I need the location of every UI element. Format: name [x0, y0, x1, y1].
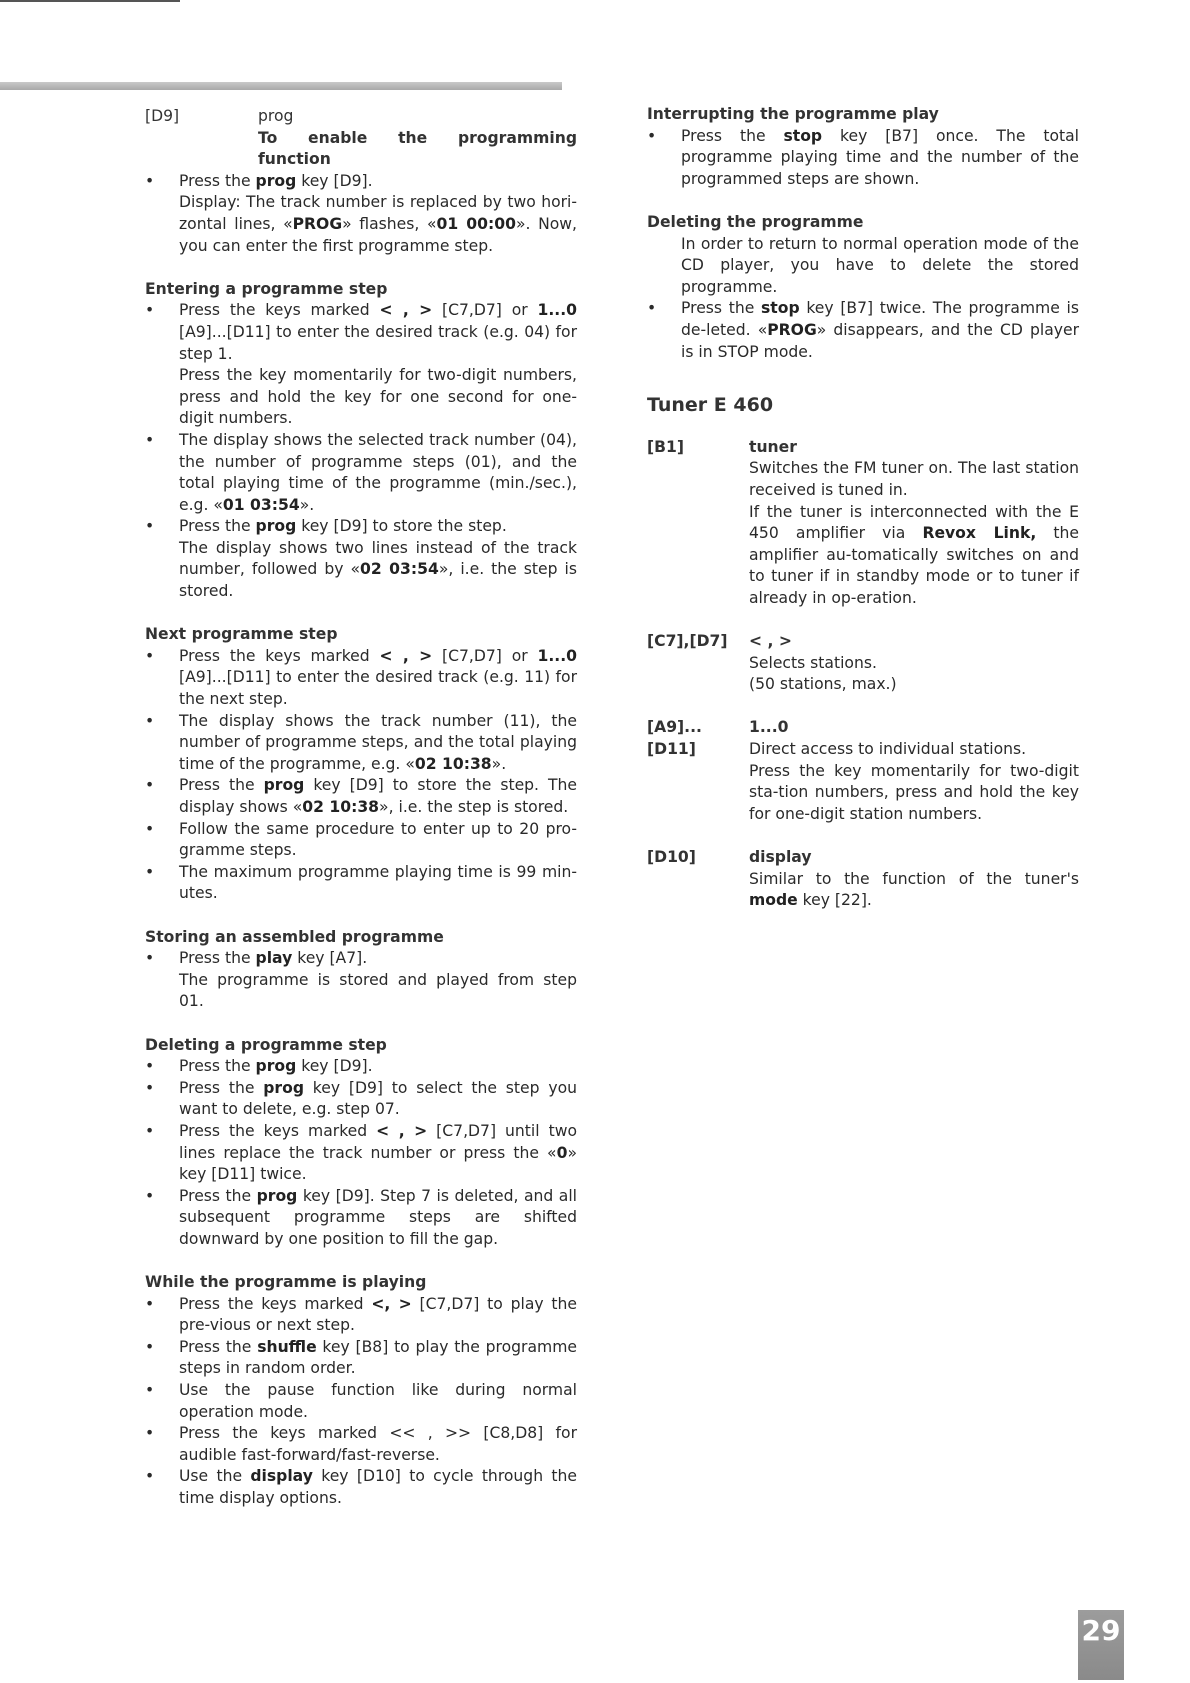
entry-a9-d11: [647, 717, 1079, 825]
list-item: • Follow the same procedure to enter up to 20 pro-gramme steps.: [145, 819, 577, 862]
entry-text: Direct access to individual stations.: [749, 740, 1027, 759]
key-label: 0: [556, 1143, 568, 1162]
text: key [22].: [797, 891, 872, 910]
text: The display shows the selected track number (04), the number of programme steps (01), and the total playing time of the programme (min./sec.), e.g. «: [179, 430, 577, 514]
list-item: [145, 1337, 577, 1380]
entry-key: prog: [258, 107, 294, 125]
key-label: < , >: [379, 301, 433, 320]
text: key [D9].: [296, 171, 373, 190]
text: key [D9]. Step 7 is deleted, and all subsequent programme steps are shifted downward by one position to fill the gap.: [179, 1186, 577, 1248]
entry-text: Selects stations.: [749, 653, 877, 672]
entry-d9: [145, 106, 577, 171]
intro-text: In order to return to normal operation mode of the CD player, you have to delete the stored programme.: [681, 234, 1079, 296]
text: Press the keys marked: [179, 646, 380, 665]
text: Press the: [179, 1186, 257, 1205]
entry-body: [749, 437, 1079, 610]
key-label: play: [255, 949, 293, 968]
text: Press the: [179, 517, 256, 536]
text: key [B8] to play the programme steps in random order.: [179, 1337, 577, 1378]
entry-subtitle: To enable the programming function: [258, 128, 577, 169]
top-rule: [0, 0, 180, 2]
text: », i.e. the step is stored.: [379, 798, 569, 816]
entry-body: [749, 717, 1079, 825]
text: The display shows the track number (11), the number of programme steps, and the total playing time of the programme, e.g. «: [179, 711, 577, 773]
text: » flashes, «: [342, 214, 437, 233]
section-title: Entering a programme step: [145, 279, 388, 298]
entry-code: [A9]...[D11]: [647, 718, 702, 759]
key-label: 1...0: [537, 301, 577, 320]
list-item: [145, 948, 577, 1013]
display-text: 02 03:54: [360, 560, 439, 579]
entry-text: (50 stations, max.): [749, 675, 897, 694]
text: The display shows two lines instead of the track number, followed by «: [179, 538, 577, 579]
entry-key: tuner: [749, 437, 797, 456]
list-item: [145, 646, 577, 711]
text: Press the: [179, 1337, 258, 1356]
list-item: [145, 430, 577, 516]
text: Display: The track number is replaced by two hori-zontal lines, «: [179, 193, 577, 233]
section-entering: [145, 279, 577, 603]
display-text: 02 10:38: [414, 754, 492, 773]
text: » key [D11] twice.: [179, 1143, 577, 1184]
key-label: prog: [256, 1186, 298, 1205]
entry-code: [C7],[D7]: [647, 632, 728, 651]
list-item: [145, 171, 577, 257]
key-label: shuffle: [257, 1337, 317, 1356]
text: Press the: [179, 776, 264, 795]
display-text: 01 03:54: [222, 495, 300, 514]
entry-d10: [647, 847, 1079, 912]
text: » disappears, and the CD player is in STOP mode.: [681, 320, 1079, 361]
sub-text: [179, 538, 577, 603]
text: [C7,D7] to play the pre-vious or next step.: [179, 1294, 577, 1335]
text: Press the: [681, 126, 784, 145]
tuner-heading: Tuner E 460: [647, 394, 774, 417]
text: Use the: [179, 1467, 251, 1486]
list-item: [145, 300, 577, 430]
list-item: • Use the pause function like during normal operation mode.: [145, 1380, 577, 1423]
key-label: Revox Link,: [922, 524, 1037, 543]
sub-text: The programme is stored and played from step 01.: [179, 970, 577, 1011]
text: Press the: [179, 1057, 256, 1076]
section-deleting-step: [145, 1035, 577, 1251]
key-label: prog: [263, 1078, 304, 1097]
text: ». Now, you can enter the first programme step.: [179, 214, 577, 255]
text: If the tuner is interconnected with the E 450 amplifier via: [749, 502, 1079, 543]
entry-body: [749, 631, 1079, 696]
entry-key: < , >: [749, 632, 792, 651]
text: », i.e. the step is stored.: [179, 560, 577, 601]
section-deleting-programme: [647, 212, 1079, 363]
text: Press the: [179, 171, 256, 190]
text: Press the keys marked: [179, 301, 380, 320]
key-label: prog: [255, 171, 297, 190]
list-item: [145, 711, 577, 776]
section-title: Storing an assembled programme: [145, 927, 444, 946]
entry-text: Switches the FM tuner on. The last station received is tuned in.: [749, 459, 1079, 499]
text: ».: [491, 754, 507, 773]
entry-text: Press the key momentarily for two-digit sta-tion numbers, press and hold the key for one-digit station numbers.: [749, 761, 1079, 823]
key-label: < , >: [379, 646, 433, 665]
key-label: mode: [749, 891, 798, 910]
right-column: [647, 104, 1079, 933]
list-item: [145, 1056, 577, 1078]
text: Similar to the function of the tuner's: [749, 869, 1079, 888]
section-while-playing: [145, 1272, 577, 1510]
section-next: [145, 624, 577, 905]
text: Press the: [681, 299, 762, 318]
text: Press the keys marked: [179, 1294, 372, 1313]
entry-text: [749, 869, 1079, 912]
key-label: stop: [761, 299, 800, 318]
header-bar: [0, 82, 562, 90]
key-label: <, >: [371, 1294, 412, 1313]
section-interrupting: [647, 104, 1079, 190]
list-item: [145, 1121, 577, 1186]
display-text: PROG: [767, 320, 817, 339]
text: Press the: [179, 949, 256, 968]
text: key [A7].: [292, 949, 368, 968]
section-title: Interrupting the programme play: [647, 105, 939, 123]
text: [A9]...[D11] to enter the desired track (e.g. 04) for step 1.: [179, 322, 577, 363]
section-title: Deleting a programme step: [145, 1035, 387, 1054]
key-label: prog: [263, 776, 305, 795]
section-title: While the programme is playing: [145, 1273, 427, 1292]
list-item: [145, 1078, 577, 1121]
list-item: [145, 516, 577, 602]
section-storing: [145, 927, 577, 1013]
text: key [D10] to cycle through the time display options.: [179, 1467, 578, 1507]
section-title: Deleting the programme: [647, 212, 864, 231]
list-item: [145, 1186, 577, 1251]
entry-code: [D9]: [145, 107, 180, 125]
list-item: [145, 1294, 577, 1337]
key-label: < , >: [376, 1121, 428, 1140]
text: Press the: [179, 1078, 264, 1097]
key-label: stop: [783, 126, 823, 145]
key-label: prog: [255, 517, 297, 536]
key-label: 1...0: [537, 646, 577, 665]
entry-key: 1...0: [749, 718, 789, 737]
list-item: [647, 298, 1079, 363]
display-text: 01 00:00: [436, 214, 516, 233]
list-item: • Press the keys marked << , >> [C8,D8] for audible fast-forward/fast-reverse.: [145, 1423, 577, 1466]
text: key [B7] once. The total programme playing time and the number of the programmed steps are shown.: [681, 126, 1080, 188]
entry-key: display: [749, 848, 812, 866]
left-column: [145, 106, 577, 1531]
text: [A9]...[D11] to enter the desired track (e.g. 11) for the next step.: [179, 668, 577, 709]
entry-body: [749, 847, 1079, 912]
text: key [D9] to store the step. The display shows «: [179, 776, 578, 816]
key-label: display: [250, 1467, 313, 1486]
display-text: 02 10:38: [302, 798, 380, 816]
key-label: prog: [255, 1057, 297, 1076]
list-item: [647, 126, 1079, 191]
text: [C7,D7] or: [432, 646, 538, 665]
text: key [D9] to store the step.: [296, 517, 507, 536]
sub-text: Press the key momentarily for two-digit numbers, press and hold the key for one second for one-digit numbers.: [179, 366, 577, 428]
display-text: PROG: [292, 214, 343, 233]
text: ».: [299, 495, 315, 514]
list-item: [145, 1466, 577, 1509]
text: key [B7] twice. The programme is de-leted. «: [681, 299, 1079, 339]
entry-body: [258, 106, 577, 171]
section-d9-steps: [145, 171, 577, 257]
entry-code: [D10]: [647, 848, 696, 866]
text: [C7,D7] until two lines replace the track number or press the «: [179, 1121, 577, 1162]
text: key [D9].: [296, 1057, 373, 1076]
list-item: [145, 775, 577, 818]
text: key [D9] to select the step you want to delete, e.g. step 07.: [179, 1078, 577, 1119]
page-number: 29: [1078, 1610, 1124, 1680]
text: [C7,D7] or: [432, 301, 538, 320]
entry-code: [B1]: [647, 437, 684, 456]
entry-c7-d7: [647, 631, 1079, 696]
section-title: Next programme step: [145, 625, 338, 644]
text: Press the keys marked: [179, 1121, 377, 1140]
list-item: • The maximum programme playing time is 99 min-utes.: [145, 862, 577, 905]
entry-b1: [647, 437, 1079, 610]
entry-text: [749, 502, 1079, 610]
text: the amplifier au-tomatically switches on and to tuner if in standby mode or to tuner if already in op-eration.: [749, 524, 1079, 607]
sub-text: [179, 192, 577, 257]
